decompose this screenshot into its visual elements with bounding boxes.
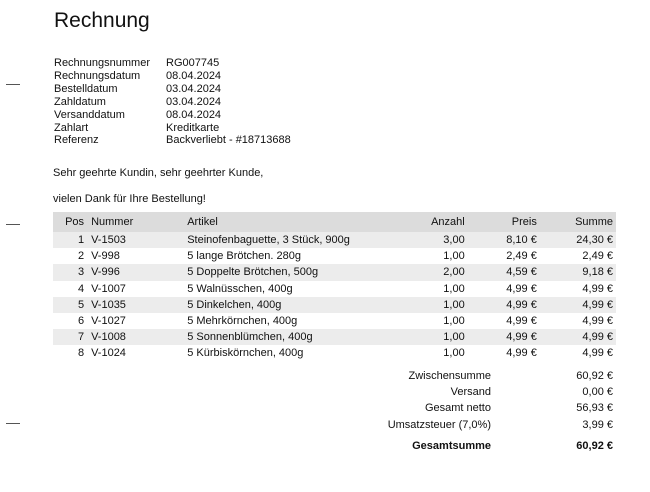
cell-qty: 3,00 bbox=[408, 232, 465, 248]
table-row bbox=[53, 345, 616, 361]
grand-total-row bbox=[300, 440, 613, 452]
totals-row bbox=[300, 384, 613, 400]
table-header-row bbox=[53, 212, 616, 232]
totals-value: 56,93 € bbox=[576, 402, 613, 415]
header-pos: Pos bbox=[53, 212, 91, 232]
cell-article: 5 Dinkelchen, 400g bbox=[187, 297, 407, 313]
cell-pos: 7 bbox=[53, 329, 91, 345]
totals-value: 60,92 € bbox=[576, 370, 613, 383]
table-row bbox=[53, 248, 616, 264]
header-sum: Summe bbox=[537, 212, 616, 232]
meta-label: Zahlart bbox=[54, 121, 89, 134]
cell-qty: 1,00 bbox=[443, 250, 465, 263]
cell-sum: 24,30 € bbox=[537, 232, 616, 248]
cell-qty: 1,00 bbox=[408, 329, 465, 345]
invoice-meta bbox=[54, 57, 291, 147]
table-row bbox=[53, 264, 616, 280]
cell-qty: 1,00 bbox=[443, 347, 465, 360]
cell-article: 5 Kürbiskörnchen, 400g bbox=[187, 347, 304, 360]
meta-value: Backverliebt - #18713688 bbox=[166, 134, 291, 147]
cell-pos: 4 bbox=[77, 282, 85, 295]
meta-value: 08.04.2024 bbox=[166, 108, 222, 121]
cell-pos: 2 bbox=[77, 250, 85, 263]
totals-row bbox=[300, 417, 613, 433]
cell-price: 4,99 € bbox=[465, 329, 537, 345]
cell-article: 5 Mehrkörnchen, 400g bbox=[187, 315, 298, 328]
cell-number: V-1503 bbox=[91, 232, 187, 248]
thanks-text: vielen Dank für Ihre Bestellung! bbox=[53, 193, 206, 205]
cell-number: V-1008 bbox=[91, 329, 187, 345]
totals-label: Umsatzsteuer (7,0%) bbox=[387, 418, 491, 431]
cell-number: V-1007 bbox=[91, 282, 126, 295]
cell-qty: 1,00 bbox=[443, 315, 465, 328]
meta-row bbox=[54, 122, 291, 135]
meta-label: Rechnungsnummer bbox=[54, 57, 150, 69]
cell-price: 4,99 € bbox=[506, 347, 537, 360]
cell-sum: 4,99 € bbox=[582, 315, 613, 328]
cell-sum: 4,99 € bbox=[537, 297, 616, 313]
meta-value: 08.04.2024 bbox=[166, 69, 222, 82]
fold-mark bbox=[6, 224, 20, 225]
cell-price: 4,99 € bbox=[506, 315, 537, 328]
cell-pos: 1 bbox=[53, 232, 91, 248]
fold-mark bbox=[6, 423, 20, 424]
table-row bbox=[53, 329, 616, 345]
line-items-table bbox=[53, 212, 616, 362]
cell-price: 2,49 € bbox=[506, 250, 537, 263]
cell-qty: 1,00 bbox=[408, 297, 465, 313]
cell-number: V-1024 bbox=[91, 347, 126, 360]
totals-value: 3,99 € bbox=[582, 418, 613, 431]
meta-value: 03.04.2024 bbox=[166, 82, 222, 95]
totals-row bbox=[300, 368, 613, 384]
cell-price: 4,99 € bbox=[465, 297, 537, 313]
totals-block bbox=[300, 368, 613, 433]
meta-label: Versanddatum bbox=[54, 108, 125, 121]
cell-price: 8,10 € bbox=[465, 232, 537, 248]
salutation: Sehr geehrte Kundin, sehr geehrter Kunde, bbox=[53, 167, 264, 179]
meta-label: Zahldatum bbox=[54, 95, 106, 108]
totals-label: Gesamt netto bbox=[424, 402, 491, 415]
cell-number: V-996 bbox=[91, 264, 187, 280]
cell-article: Steinofenbaguette, 3 Stück, 900g bbox=[187, 232, 407, 248]
meta-row bbox=[54, 96, 291, 109]
cell-article: 5 Doppelte Brötchen, 500g bbox=[187, 264, 407, 280]
cell-article: 5 Walnüsschen, 400g bbox=[187, 282, 293, 295]
cell-pos: 6 bbox=[77, 315, 85, 328]
cell-pos: 5 bbox=[53, 297, 91, 313]
table-row bbox=[53, 232, 616, 248]
cell-number: V-1035 bbox=[91, 297, 187, 313]
table-row bbox=[53, 313, 616, 329]
meta-row bbox=[54, 70, 291, 83]
meta-row bbox=[54, 57, 291, 70]
meta-label: Bestelldatum bbox=[54, 82, 118, 95]
totals-value: 0,00 € bbox=[582, 386, 613, 399]
cell-pos: 8 bbox=[77, 347, 85, 360]
fold-mark bbox=[6, 84, 20, 85]
cell-sum: 9,18 € bbox=[537, 264, 616, 280]
cell-article: 5 lange Brötchen. 280g bbox=[187, 250, 301, 263]
meta-label: Rechnungsdatum bbox=[54, 69, 141, 82]
cell-qty: 1,00 bbox=[443, 282, 465, 295]
cell-pos: 3 bbox=[53, 264, 91, 280]
header-qty: Anzahl bbox=[408, 212, 465, 232]
grand-total-label: Gesamtsumme bbox=[412, 440, 491, 452]
cell-price: 4,99 € bbox=[506, 282, 537, 295]
meta-value: Kreditkarte bbox=[166, 121, 220, 134]
header-number: Nummer bbox=[91, 212, 187, 232]
cell-price: 4,59 € bbox=[465, 264, 537, 280]
cell-article: 5 Sonnenblümchen, 400g bbox=[187, 329, 407, 345]
document-title: Rechnung bbox=[54, 9, 150, 32]
meta-row bbox=[54, 134, 291, 147]
table-row bbox=[53, 281, 616, 297]
cell-sum: 2,49 € bbox=[582, 250, 613, 263]
cell-number: V-998 bbox=[91, 250, 120, 263]
totals-label: Zwischensumme bbox=[408, 370, 491, 383]
cell-number: V-1027 bbox=[91, 315, 126, 328]
header-article: Artikel bbox=[187, 212, 407, 232]
meta-value: 03.04.2024 bbox=[166, 95, 222, 108]
table-row bbox=[53, 297, 616, 313]
cell-sum: 4,99 € bbox=[582, 282, 613, 295]
meta-row bbox=[54, 83, 291, 96]
meta-label: Referenz bbox=[54, 134, 99, 147]
cell-qty: 2,00 bbox=[408, 264, 465, 280]
meta-value: RG007745 bbox=[166, 57, 220, 69]
totals-row bbox=[300, 400, 613, 416]
grand-total-value: 60,92 € bbox=[576, 440, 613, 452]
totals-label: Versand bbox=[450, 386, 491, 399]
cell-sum: 4,99 € bbox=[537, 329, 616, 345]
header-price: Preis bbox=[465, 212, 537, 232]
cell-sum: 4,99 € bbox=[582, 347, 613, 360]
meta-row bbox=[54, 109, 291, 122]
